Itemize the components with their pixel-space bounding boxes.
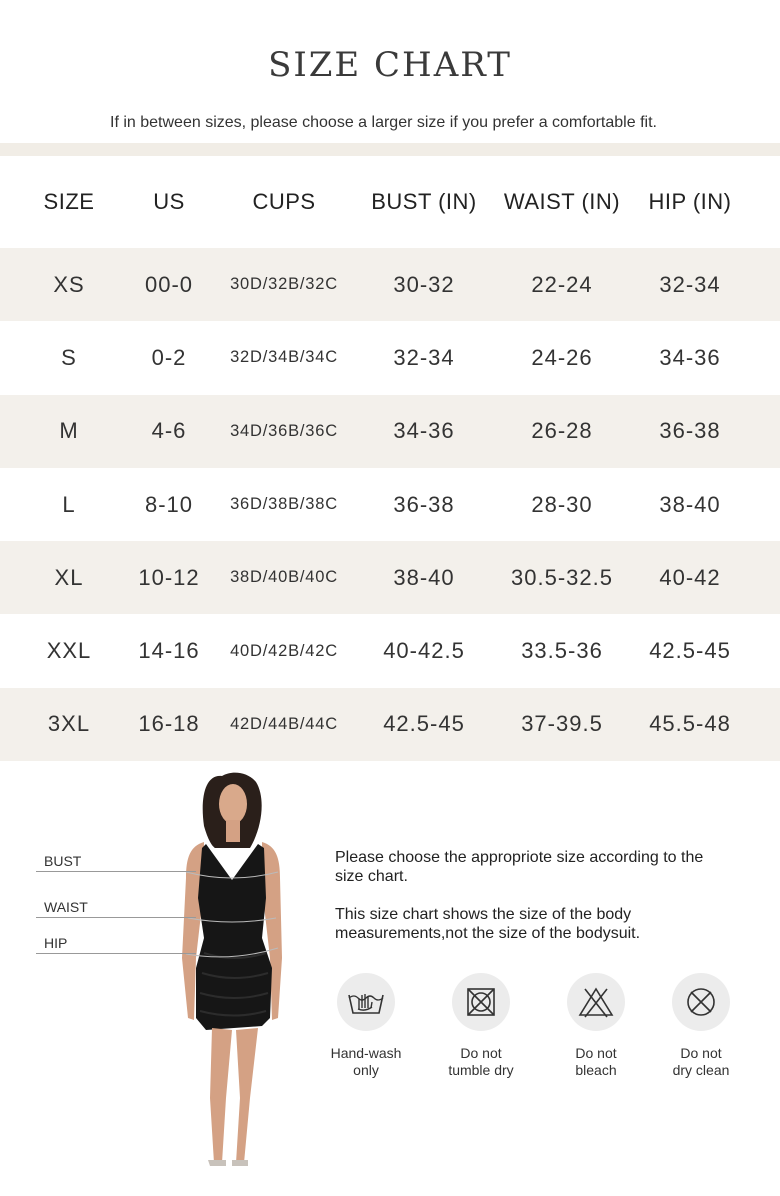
table-cell: 16-18 (138, 711, 200, 737)
table-cell: XS (53, 271, 85, 297)
table-cell: 38D/40B/40C (230, 568, 338, 587)
hand-wash-icon (337, 973, 395, 1031)
table-cell: 36-38 (393, 491, 455, 517)
care-label-line: only (353, 1061, 379, 1078)
no-dry-clean-icon (672, 973, 730, 1031)
table-row (0, 395, 780, 468)
table-cell: 40D/42B/42C (230, 641, 338, 660)
model-illustration (0, 768, 320, 1178)
table-cell: 30D/32B/32C (230, 275, 338, 294)
table-row (0, 688, 780, 761)
table-cell: 26-28 (531, 418, 593, 444)
table-cell: 32-34 (393, 344, 455, 370)
care-label-line: Do not (680, 1045, 722, 1061)
table-cell: 34-36 (393, 418, 455, 444)
table-cell: 42.5-45 (383, 711, 465, 737)
column-header: SIZE (43, 189, 95, 214)
hip-label: HIP (44, 935, 68, 951)
care-no-tumble-dry (426, 973, 536, 1078)
table-cell: 34-36 (659, 344, 721, 370)
table-cell: 8-10 (144, 491, 194, 517)
table-cell: L (62, 491, 76, 517)
table-cell: 40-42.5 (383, 638, 465, 664)
care-label-line: Do not (460, 1045, 502, 1061)
info-text-1: Please choose the appropriote size according to the size chart. (335, 849, 704, 885)
model-figure (0, 768, 320, 1178)
table-cell: 10-12 (138, 564, 200, 590)
care-label-line: tumble dry (448, 1061, 514, 1078)
table-cell: 38-40 (393, 564, 455, 590)
table-cell: 37-39.5 (521, 711, 603, 737)
column-header: US (153, 189, 185, 214)
table-cell: 22-24 (531, 271, 593, 297)
table-cell: 30.5-32.5 (511, 564, 613, 590)
care-label-line: Hand-wash (330, 1045, 402, 1061)
table-cell: 36D/38B/38C (230, 495, 338, 514)
waist-label: WAIST (44, 899, 88, 915)
page-subtitle: If in between sizes, please choose a larger size if you prefer a comfortable fit. (110, 114, 657, 131)
waist-line (36, 917, 196, 918)
column-header: WAIST (IN) (503, 189, 621, 214)
table-cell: 14-16 (138, 638, 200, 664)
no-tumble-dry-icon (452, 973, 510, 1031)
table-cell: S (61, 344, 77, 370)
care-label-line: dry clean (672, 1061, 730, 1078)
size-table (0, 156, 780, 761)
care-hand-wash (311, 973, 421, 1078)
care-label-line: bleach (575, 1061, 617, 1078)
table-cell: 45.5-48 (649, 711, 731, 737)
table-cell: 34D/36B/36C (230, 421, 338, 440)
table-cell: 28-30 (531, 491, 593, 517)
table-cell: 33.5-36 (521, 638, 603, 664)
page-title: SIZE CHART (268, 45, 512, 85)
table-cell: M (59, 418, 79, 444)
table-cell: 30-32 (393, 271, 455, 297)
column-header: HIP (IN) (648, 189, 732, 214)
hip-line (36, 953, 196, 954)
table-cell: 32D/34B/34C (230, 348, 338, 367)
table-cell: XXL (46, 638, 92, 664)
table-cell: 36-38 (659, 418, 721, 444)
table-row (0, 248, 780, 321)
care-label-line: Do not (575, 1045, 617, 1061)
column-header: BUST (IN) (371, 189, 477, 214)
bust-line (36, 871, 196, 872)
table-row (0, 468, 780, 541)
table-cell: 42.5-45 (649, 638, 731, 664)
table-row (0, 321, 780, 394)
table-row (0, 614, 780, 687)
divider-band (0, 143, 780, 156)
table-cell: 32-34 (659, 271, 721, 297)
info-text-2: This size chart shows the size of the body measurements,not the size of the bodysuit. (335, 906, 641, 942)
table-cell: 0-2 (151, 344, 187, 370)
column-header: CUPS (252, 189, 316, 214)
table-cell: XL (54, 564, 84, 590)
table-cell: 24-26 (531, 344, 593, 370)
table-header (0, 156, 780, 248)
table-cell: 42D/44B/44C (230, 714, 338, 733)
table-row (0, 541, 780, 614)
table-cell: 00-0 (144, 271, 194, 297)
care-no-bleach (541, 973, 651, 1078)
table-cell: 40-42 (659, 564, 721, 590)
table-cell: 4-6 (151, 418, 187, 444)
no-bleach-icon (567, 973, 625, 1031)
table-cell: 3XL (47, 711, 91, 737)
bust-label: BUST (44, 853, 82, 869)
table-body (0, 248, 780, 761)
table-cell: 38-40 (659, 491, 721, 517)
care-no-dry-clean (646, 973, 756, 1078)
